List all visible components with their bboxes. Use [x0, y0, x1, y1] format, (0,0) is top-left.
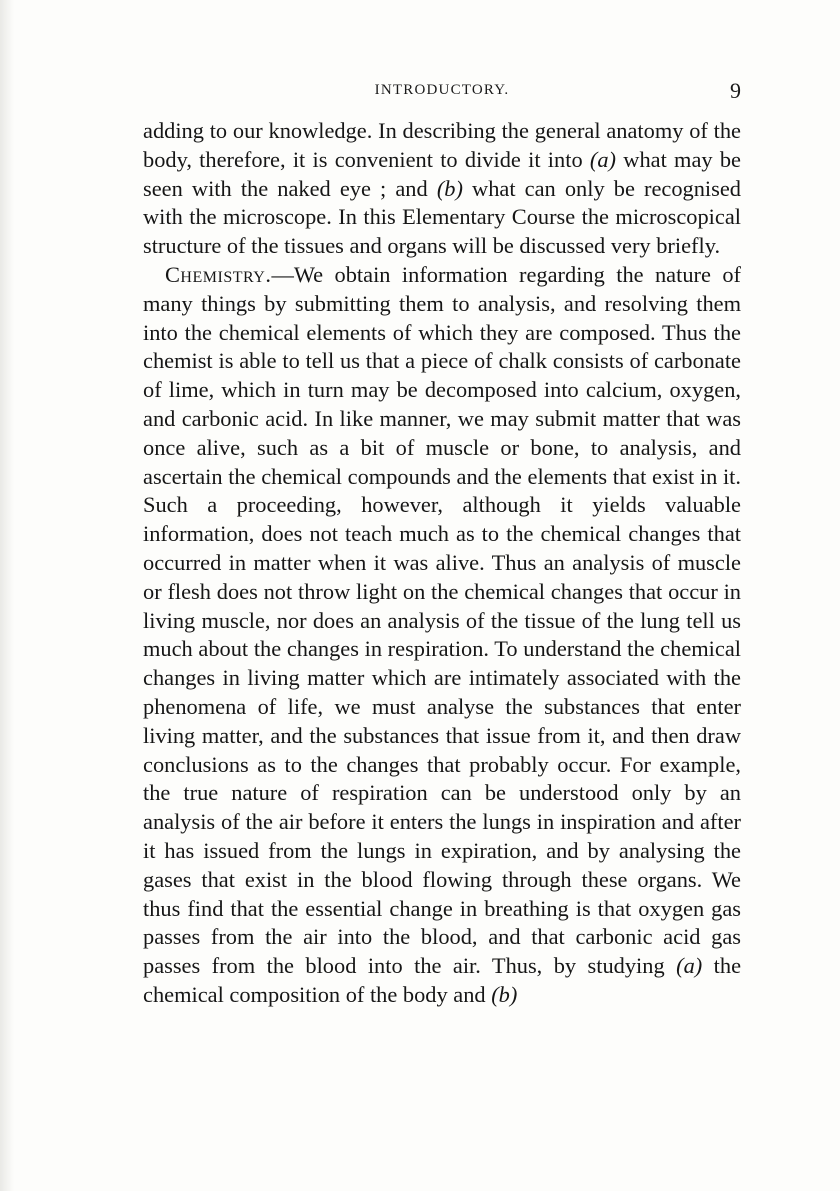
paragraph-chemistry	[143, 261, 741, 1010]
paragraph-text: —We obtain information regarding the nature of many things by submitting them to analysis, and resolving them into the chemical elements of which they are composed. Thus the chemist is able to tell us that a piece of chalk consists of carbonate of lime, which in turn may be decomposed into calcium, oxygen, and carbonic acid. In like manner, we may submit matter that was once alive, such as a bit of muscle or bone, to analysis, and ascertain the chemical compounds and the elements that exist in it. Such a proceeding, however, although it yields valuable information, does not teach much as to the chemical changes that occurred in matter when it was alive. Thus an analysis of muscle or flesh does not throw light on the chemical changes that occur in living muscle, nor does an analysis of the tissue of the lung tell us much about the changes in respiration. To understand the chemical changes in living matter which are intimately associated with the phenomena of life, we must analyse the substances that enter living matter, and the substances that issue from it, and then draw conclusions as to the changes that probably occur. For example, the true nature of respiration can be understood only by an analysis of the air before it enters the lungs in inspiration and after it has issued from the lungs in expiration, and by analysing the gases that exist in the blood flowing through these organs. We thus find that the essential change in breathing is that oxygen gas passes from the air into the blood, and that carbonic acid gas passes from the blood into the air. Thus, by studying	[143, 261, 741, 979]
page-edge-shadow	[0, 0, 14, 1191]
paragraph-text: the chemical composition of the body and	[143, 953, 742, 1007]
paragraph-text: what can only be recognised with the microscope. In this Elementary Course the microscopical structure of the tissues and organs will be discussed very briefly.	[143, 175, 741, 259]
label-a: (a)	[676, 953, 703, 979]
body-text	[143, 117, 741, 1010]
label-b: (b)	[491, 981, 518, 1007]
page-number: 9	[730, 78, 741, 103]
section-heading-chemistry: Chemistry.	[165, 261, 272, 287]
page-header	[143, 80, 741, 102]
running-head: INTRODUCTORY.	[374, 82, 510, 98]
label-a: (a)	[589, 146, 617, 172]
paragraph-text: adding to our knowledge. In describing the general anatomy of the body, therefore, it is convenient to divide it into	[143, 118, 741, 172]
paragraph-text: what may be seen with the naked eye ; and	[143, 146, 741, 201]
label-b: (b)	[436, 175, 463, 201]
paragraph-anatomy	[143, 117, 741, 261]
